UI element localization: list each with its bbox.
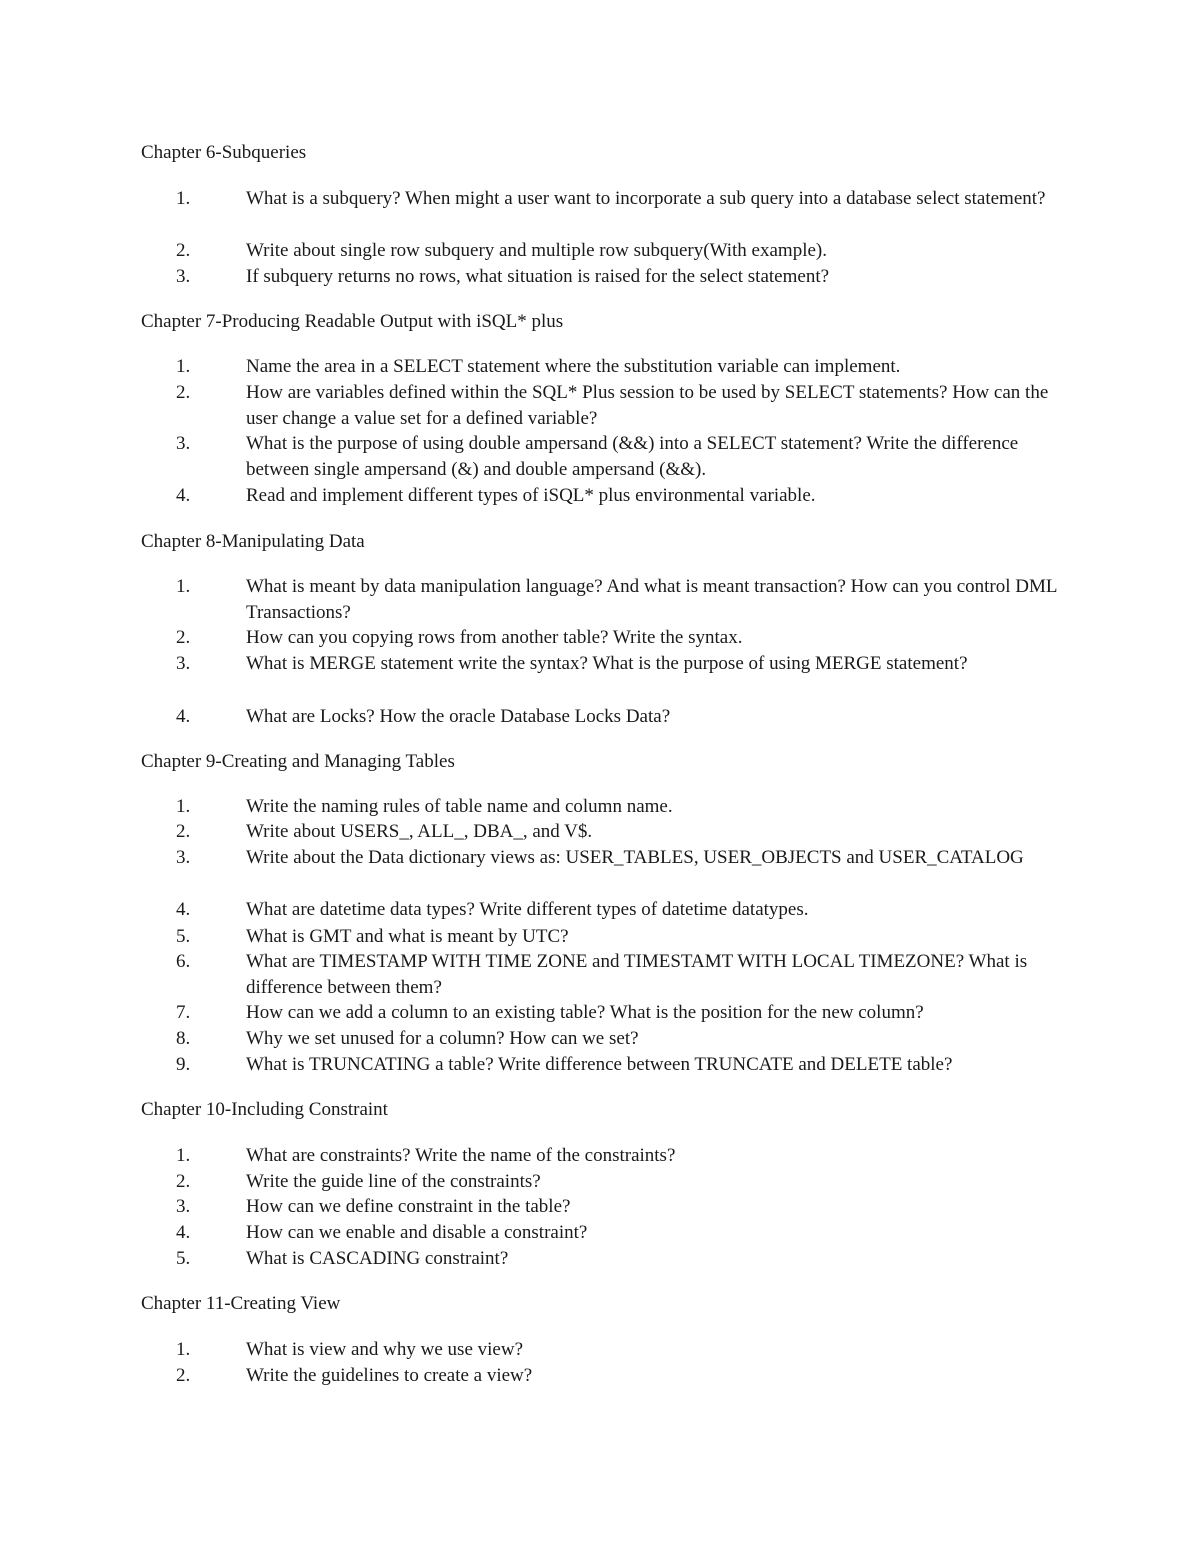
item-text: What are datetime data types? Write different types of datetime datatypes. <box>246 899 809 920</box>
item-number: 2. <box>176 1365 191 1386</box>
item-number: 7. <box>176 1002 191 1023</box>
item-number: 4. <box>176 899 191 920</box>
item-number: 2. <box>176 627 191 648</box>
item-text: What is MERGE statement write the syntax? What is the purpose of using MERGE statement? <box>246 653 968 674</box>
item-number: 2. <box>176 1171 191 1192</box>
item-text: How can we add a column to an existing table? What is the position for the new column? <box>246 1002 924 1023</box>
item-number: 1. <box>176 796 191 817</box>
chapter-title: Chapter 7-Producing Readable Output with iSQL* plus <box>141 311 564 332</box>
item-text: What is view and why we use view? <box>246 1339 524 1360</box>
item-number: 3. <box>176 433 191 454</box>
item-text: What are constraints? Write the name of the constraints? <box>246 1145 676 1166</box>
item-number: 2. <box>176 240 191 261</box>
item-text: How are variables defined within the SQL* Plus session to be used by SELECT statements? How can the user change a value set for a defined variable? <box>246 382 1049 429</box>
item-text: Write about the Data dictionary views as: USER_TABLES, USER_OBJECTS and USER_CATALOG <box>246 847 1024 868</box>
item-number: 3. <box>176 653 191 674</box>
item-text: What are TIMESTAMP WITH TIME ZONE and TIMESTAMT WITH LOCAL TIMEZONE? What is difference between them? <box>246 951 1028 998</box>
chapter-title: Chapter 6-Subqueries <box>141 142 307 163</box>
item-text: Write the guidelines to create a view? <box>246 1365 533 1386</box>
item-text: How can we define constraint in the table? <box>246 1196 571 1217</box>
item-number: 3. <box>176 847 191 868</box>
item-text: Write the naming rules of table name and column name. <box>246 796 673 817</box>
item-number: 8. <box>176 1028 191 1049</box>
item-number: 1. <box>176 356 191 377</box>
item-text: What is GMT and what is meant by UTC? <box>246 926 569 947</box>
item-text: What is TRUNCATING a table? Write difference between TRUNCATE and DELETE table? <box>246 1054 953 1075</box>
item-number: 1. <box>176 188 191 209</box>
item-number: 5. <box>176 1248 191 1269</box>
item-number: 4. <box>176 485 191 506</box>
item-text: Read and implement different types of iSQL* plus environmental variable. <box>246 485 816 506</box>
item-text: Why we set unused for a column? How can we set? <box>246 1028 639 1049</box>
item-number: 5. <box>176 926 191 947</box>
item-number: 2. <box>176 382 191 403</box>
item-text: Write about USERS_, ALL_, DBA_, and V$. <box>246 821 593 842</box>
item-text: Name the area in a SELECT statement where the substitution variable can implement. <box>246 356 901 377</box>
item-number: 3. <box>176 266 191 287</box>
item-text: What is meant by data manipulation language? And what is meant transaction? How can you control DML Transactions? <box>246 576 1057 623</box>
item-text: What is a subquery? When might a user want to incorporate a sub query into a database select statement? <box>246 188 1046 209</box>
item-number: 9. <box>176 1054 191 1075</box>
chapter-title: Chapter 10-Including Constraint <box>141 1099 388 1120</box>
item-number: 1. <box>176 1339 191 1360</box>
chapter-title: Chapter 11-Creating View <box>141 1293 341 1314</box>
chapter-title: Chapter 8-Manipulating Data <box>141 531 365 552</box>
item-number: 4. <box>176 1222 191 1243</box>
item-number: 3. <box>176 1196 191 1217</box>
item-text: How can we enable and disable a constraint? <box>246 1222 588 1243</box>
item-number: 1. <box>176 576 191 597</box>
item-text: Write about single row subquery and multiple row subquery(With example). <box>246 240 827 261</box>
item-text: Write the guide line of the constraints? <box>246 1171 541 1192</box>
item-number: 2. <box>176 821 191 842</box>
item-text: What is the purpose of using double ampersand (&&) into a SELECT statement? Write the difference between single ampersand (&) and double ampersand (&&). <box>246 433 1019 480</box>
item-text: What is CASCADING constraint? <box>246 1248 509 1269</box>
item-text: What are Locks? How the oracle Database Locks Data? <box>246 706 671 727</box>
item-number: 6. <box>176 951 191 972</box>
item-number: 1. <box>176 1145 191 1166</box>
item-number: 4. <box>176 706 191 727</box>
item-text: If subquery returns no rows, what situation is raised for the select statement? <box>246 266 830 287</box>
item-text: How can you copying rows from another table? Write the syntax. <box>246 627 743 648</box>
chapter-title: Chapter 9-Creating and Managing Tables <box>141 751 455 772</box>
